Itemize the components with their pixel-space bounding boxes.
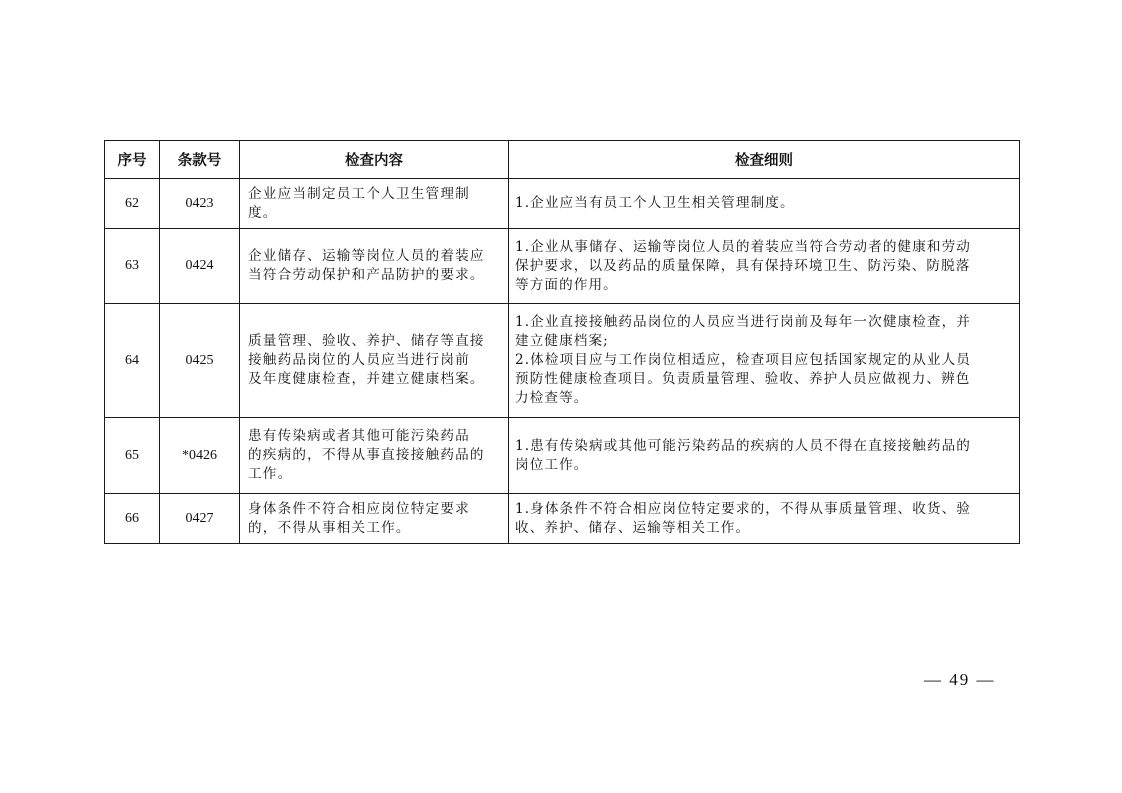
table-row: [105, 494, 1020, 544]
row-serial-number: 65: [105, 418, 160, 494]
page-number: — 49 —: [924, 670, 996, 689]
content-line: 工作。: [248, 466, 293, 482]
row-serial-number: 62: [105, 179, 160, 229]
content-line: 的，不得从事相关工作。: [248, 519, 411, 536]
content-line: 接触药品岗位的人员应当进行岗前: [248, 352, 470, 368]
content-line: 及年度健康检查，并建立健康档案。: [248, 371, 485, 387]
detail-line: 等方面的作用。: [515, 276, 618, 293]
row-inspection-content: [240, 179, 509, 229]
table-row: [105, 304, 1020, 418]
detail-line: 1.身体条件不符合相应岗位特定要求的，不得从事质量管理、收货、验: [515, 500, 971, 517]
row-inspection-details: [509, 179, 1020, 229]
row-inspection-details: [509, 229, 1020, 304]
header-inspection-details: 检查细则: [509, 141, 1020, 179]
row-inspection-content: [240, 229, 509, 304]
row-clause-number: 0427: [160, 494, 240, 544]
row-inspection-details: [509, 418, 1020, 494]
table-body: [105, 179, 1020, 544]
content-line: 的疾病的，不得从事直接接触药品的: [248, 447, 485, 463]
row-inspection-details: [509, 494, 1020, 544]
detail-line: 收、养护、储存、运输等相关工作。: [515, 519, 751, 536]
detail-line: 力检查等。: [515, 390, 589, 406]
row-clause-number: *0426: [160, 418, 240, 494]
detail-line: 建立健康档案;: [515, 333, 609, 349]
row-inspection-content: [240, 418, 509, 494]
header-inspection-content: 检查内容: [240, 141, 509, 179]
content-line: 当符合劳动保护和产品防护的要求。: [248, 267, 485, 283]
row-inspection-content: [240, 494, 509, 544]
header-clause-number: 条款号: [160, 141, 240, 179]
content-line: 企业储存、运输等岗位人员的着装应: [248, 248, 485, 264]
table-row: [105, 418, 1020, 494]
row-clause-number: 0423: [160, 179, 240, 229]
detail-line: 预防性健康检查项目。负责质量管理、验收、养护人员应做视力、辨色: [515, 371, 971, 387]
detail-line: 2.体检项目应与工作岗位相适应，检查项目应包括国家规定的从业人员: [515, 352, 971, 368]
row-serial-number: 66: [105, 494, 160, 544]
content-line: 企业应当制定员工个人卫生管理制: [248, 185, 470, 202]
detail-line: 1.患有传染病或其他可能污染药品的疾病的人员不得在直接接触药品的: [515, 437, 971, 454]
table-row: [105, 179, 1020, 229]
row-serial-number: 64: [105, 304, 160, 418]
detail-line: 1.企业从事储存、运输等岗位人员的着装应当符合劳动者的健康和劳动: [515, 238, 971, 255]
detail-line: 岗位工作。: [515, 456, 589, 473]
content-line: 质量管理、验收、养护、储存等直接: [248, 333, 485, 349]
row-inspection-details: [509, 304, 1020, 418]
row-clause-number: 0425: [160, 304, 240, 418]
detail-line: 1.企业直接接触药品岗位的人员应当进行岗前及每年一次健康检查，并: [515, 314, 971, 330]
inspection-table: [104, 140, 1020, 544]
content-line: 度。: [248, 204, 278, 221]
table-row: [105, 229, 1020, 304]
row-clause-number: 0424: [160, 229, 240, 304]
row-inspection-content: [240, 304, 509, 418]
row-serial-number: 63: [105, 229, 160, 304]
detail-line: 1.企业应当有员工个人卫生相关管理制度。: [515, 195, 795, 211]
table-header-row: [105, 141, 1020, 179]
content-line: 患有传染病或者其他可能污染药品: [248, 428, 470, 444]
detail-line: 保护要求，以及药品的质量保障，具有保持环境卫生、防污染、防脱落: [515, 257, 971, 274]
header-serial-number: 序号: [105, 141, 160, 179]
content-line: 身体条件不符合相应岗位特定要求: [248, 500, 470, 517]
